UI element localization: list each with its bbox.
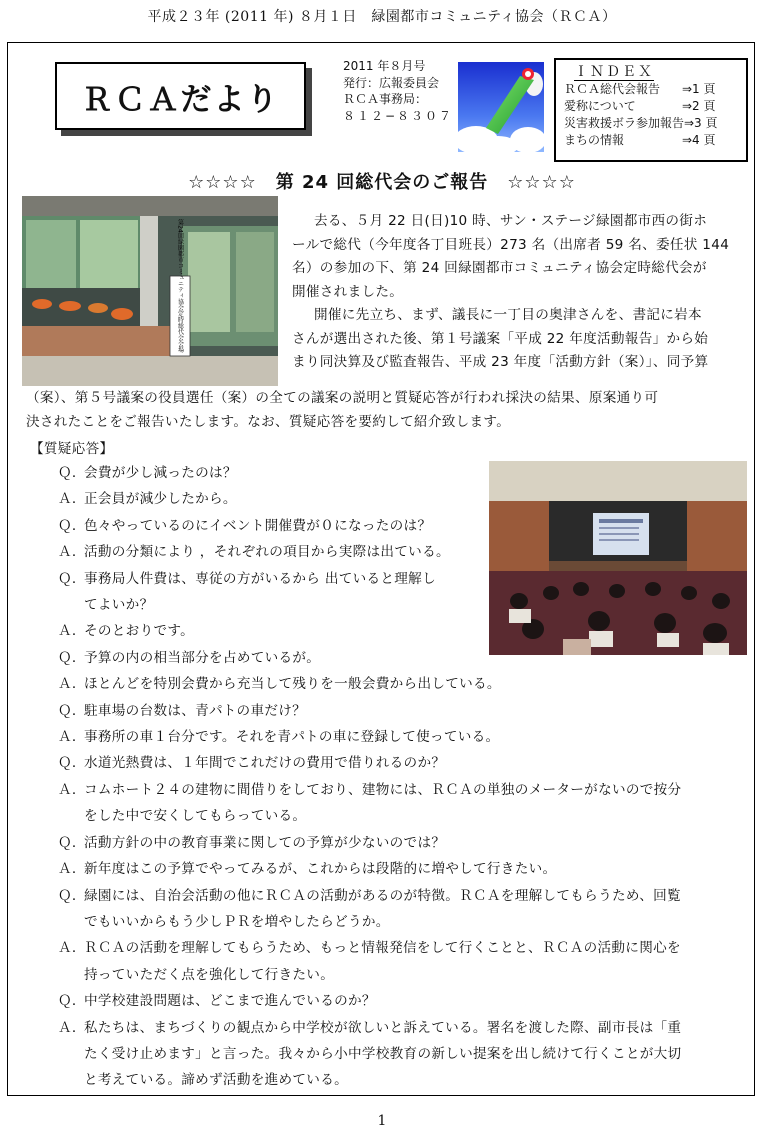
qa-marker: Ａ．: [58, 861, 86, 878]
qa-text: たく受け止めます」と言った。我々から小中学校教育の新しい提案を出し続けて行くことが大切: [84, 1045, 682, 1062]
index-item-page: ⇒4 頁: [682, 133, 716, 147]
qa-marker: [58, 909, 84, 935]
qa-marker: Ａ．: [58, 781, 86, 798]
qa-text: ほとんどを特別会費から充当して残りを一般会費から出している。: [84, 676, 501, 693]
qa-marker: [58, 962, 84, 988]
qa-text: 事務局人件費は、専従の方がいるから 出ていると理解し: [84, 570, 436, 587]
qa-marker: Ｑ．: [58, 755, 86, 772]
text-line: 去る、５月 22 日(日)10 時、サン・ステージ緑園都市西の街ホ: [314, 213, 708, 229]
text-line: ールで総代（今年度各丁目班長）273 名（出席者 59 名、委任状 144: [292, 236, 730, 253]
qa-list: [58, 460, 748, 1094]
qa-marker: Ａ．: [58, 940, 86, 957]
text-line: （案）、第５号議案の役員選任（案）の全ての議案の説明と質疑応答が行われ採決の結果、原案通り可: [26, 390, 659, 406]
qa-marker: Ａ．: [58, 623, 86, 640]
index-item-label: ＲＣＡ総代会報告: [564, 82, 661, 96]
venue-sign-text: 第24回緑園都市コミュニティ協会定時総代会会場: [176, 219, 184, 353]
index-item-page: ⇒1 頁: [682, 82, 716, 96]
qa-marker: Ａ．: [58, 1019, 86, 1036]
rca-logo-image: [458, 62, 544, 152]
qa-line: [58, 645, 748, 671]
qa-line: [58, 1015, 748, 1041]
text-line: 開催に先立ち、まず、議長に一丁目の奥津さんを、書記に岩本: [314, 307, 702, 323]
index-item-label: まちの情報: [564, 133, 625, 147]
qa-marker: Ｑ．: [58, 702, 86, 719]
qa-line: [58, 724, 748, 750]
page-header: 平成２３年 (2011 年) ８月１日 緑園都市コミュニティ協会（ＲＣＡ）: [147, 9, 617, 25]
newsletter-title: ＲＣＡだより: [55, 62, 306, 130]
issue-office: ＲＣＡ事務局：: [343, 92, 428, 106]
qa-marker: Ａ．: [58, 544, 86, 561]
qa-marker: [58, 1041, 84, 1067]
qa-line: [58, 750, 748, 776]
qa-line: [58, 856, 748, 882]
qa-text: でもいいからもう少しＰＲを増やしたらどうか。: [84, 913, 390, 930]
qa-line: [58, 803, 748, 829]
qa-marker: Ａ．: [58, 491, 86, 508]
index-item-label: 災害救援ボラ参加報告⇒3 頁: [564, 116, 718, 130]
qa-line: [58, 777, 748, 803]
qa-text: 正会員が減少したから。: [84, 491, 237, 508]
qa-line: [58, 830, 748, 856]
text-line: さんが選出された後、第１号議案「平成 22 年度活動報告」から始: [292, 330, 709, 347]
index-box: [554, 58, 748, 162]
qa-text: 色々やっているのにイベント開催費が０になったのは？: [84, 517, 432, 534]
issue-postcode: ８１２−８３０７: [343, 108, 454, 123]
text-line: 名）の参加の下、第 24 回緑園都市コミュニティ協会定時総代会が: [292, 260, 707, 276]
qa-marker: [58, 592, 84, 618]
qa-text: 中学校建設問題は、どこまで進んでいるのか？: [84, 993, 376, 1010]
index-item-page: ⇒2 頁: [682, 99, 716, 113]
qa-marker: Ｑ．: [58, 570, 86, 587]
text-line: 決されたことをご報告いたします。なお、質疑応答を要約して紹介致します。: [26, 413, 511, 430]
index-title: ＩＮＤＥＸ: [574, 64, 654, 80]
qa-text: 活動方針の中の教育事業に関しての予算が少ないのでは？: [84, 834, 446, 851]
index-item[interactable]: [564, 98, 738, 115]
qa-line: [58, 962, 748, 988]
qa-marker: Ｑ．: [58, 649, 86, 666]
qa-text: 予算の内の相当部分を占めているが。: [84, 649, 321, 666]
index-item[interactable]: [564, 81, 738, 98]
qa-text: ＲＣＡの活動を理解してもらうため、もっと情報発信をして行くことと、ＲＣＡの活動に関心を: [84, 940, 681, 957]
qa-text: 活動の分類により ，それぞれの項目から実際は出ている。: [84, 544, 450, 561]
qa-line: [58, 486, 748, 512]
qa-line: [58, 935, 748, 961]
qa-line: [58, 1041, 748, 1067]
qa-text: てよいか？: [84, 597, 154, 614]
page-number: 1: [377, 1113, 387, 1129]
qa-line: [58, 988, 748, 1014]
qa-line: [58, 618, 748, 644]
article-title: ☆☆☆☆ 第 24 回総代会のご報告 ☆☆☆☆: [188, 172, 576, 193]
qa-marker: Ｑ．: [58, 465, 86, 481]
qa-marker: Ｑ．: [58, 887, 86, 904]
intro-paragraph: [292, 210, 742, 375]
agenda-paragraph: [26, 387, 748, 434]
qa-line: [58, 698, 748, 724]
text-line: まり同決算及び監査報告、平成 23 年度「活動方針（案）」、同予算: [292, 354, 709, 370]
issue-date: 2011 年８月号: [343, 59, 426, 73]
index-item[interactable]: [564, 115, 738, 132]
index-item[interactable]: [564, 132, 738, 149]
qa-line: [58, 883, 748, 909]
qa-line: [58, 513, 748, 539]
qa-line: [58, 592, 748, 618]
qa-marker: Ａ．: [58, 729, 86, 746]
qa-text: をした中で安くしてもらっている。: [84, 808, 307, 825]
qa-marker: Ｑ．: [58, 993, 86, 1010]
qa-text: 事務所の車１台分です。それを青パトの車に登録して使っている。: [84, 729, 500, 746]
qa-line: [58, 671, 748, 697]
qa-text: と考えている。諦めず活動を進めている。: [84, 1072, 348, 1089]
qa-marker: Ａ．: [58, 676, 86, 693]
qa-text: コムホート２４の建物に間借りをしており、建物には、ＲＣＡの単独のメーターがないので按分: [84, 781, 682, 798]
qa-marker: [58, 803, 84, 829]
issue-publisher: 発行：広報委員会: [343, 75, 440, 90]
qa-heading: 【質疑応答】: [30, 441, 114, 457]
qa-line: [58, 909, 748, 935]
qa-line: [58, 566, 748, 592]
qa-text: 駐車場の台数は、青パトの車だけ？: [84, 702, 307, 719]
qa-line: [58, 539, 748, 565]
index-item-label: 愛称について: [564, 99, 636, 113]
qa-marker: [58, 1067, 84, 1093]
qa-line: [58, 1067, 748, 1093]
qa-line: [58, 460, 748, 486]
qa-marker: Ｑ．: [58, 834, 86, 851]
qa-marker: Ｑ．: [58, 517, 86, 534]
qa-text: そのとおりです。: [84, 623, 195, 640]
qa-text: 会費が少し減ったのは？: [84, 465, 237, 481]
text-line: 開催されました。: [292, 283, 404, 300]
venue-entrance-photo: [22, 196, 278, 386]
qa-text: 私たちは、まちづくりの観点から中学校が欲しいと訴えている。署名を渡した際、副市長は「重: [84, 1019, 682, 1036]
qa-text: 水道光熱費は、１年間でこれだけの費用で借りれるのか？: [84, 755, 446, 772]
qa-text: 新年度はこの予算でやってみるが、これからは段階的に増やして行きたい。: [84, 861, 557, 878]
issue-info: [343, 58, 453, 124]
qa-text: 持っていただく点を強化して行きたい。: [84, 966, 335, 983]
qa-text: 緑園には、自治会活動の他にＲＣＡの活動があるのが特徴。ＲＣＡを理解してもらうため、回覧: [84, 887, 681, 904]
